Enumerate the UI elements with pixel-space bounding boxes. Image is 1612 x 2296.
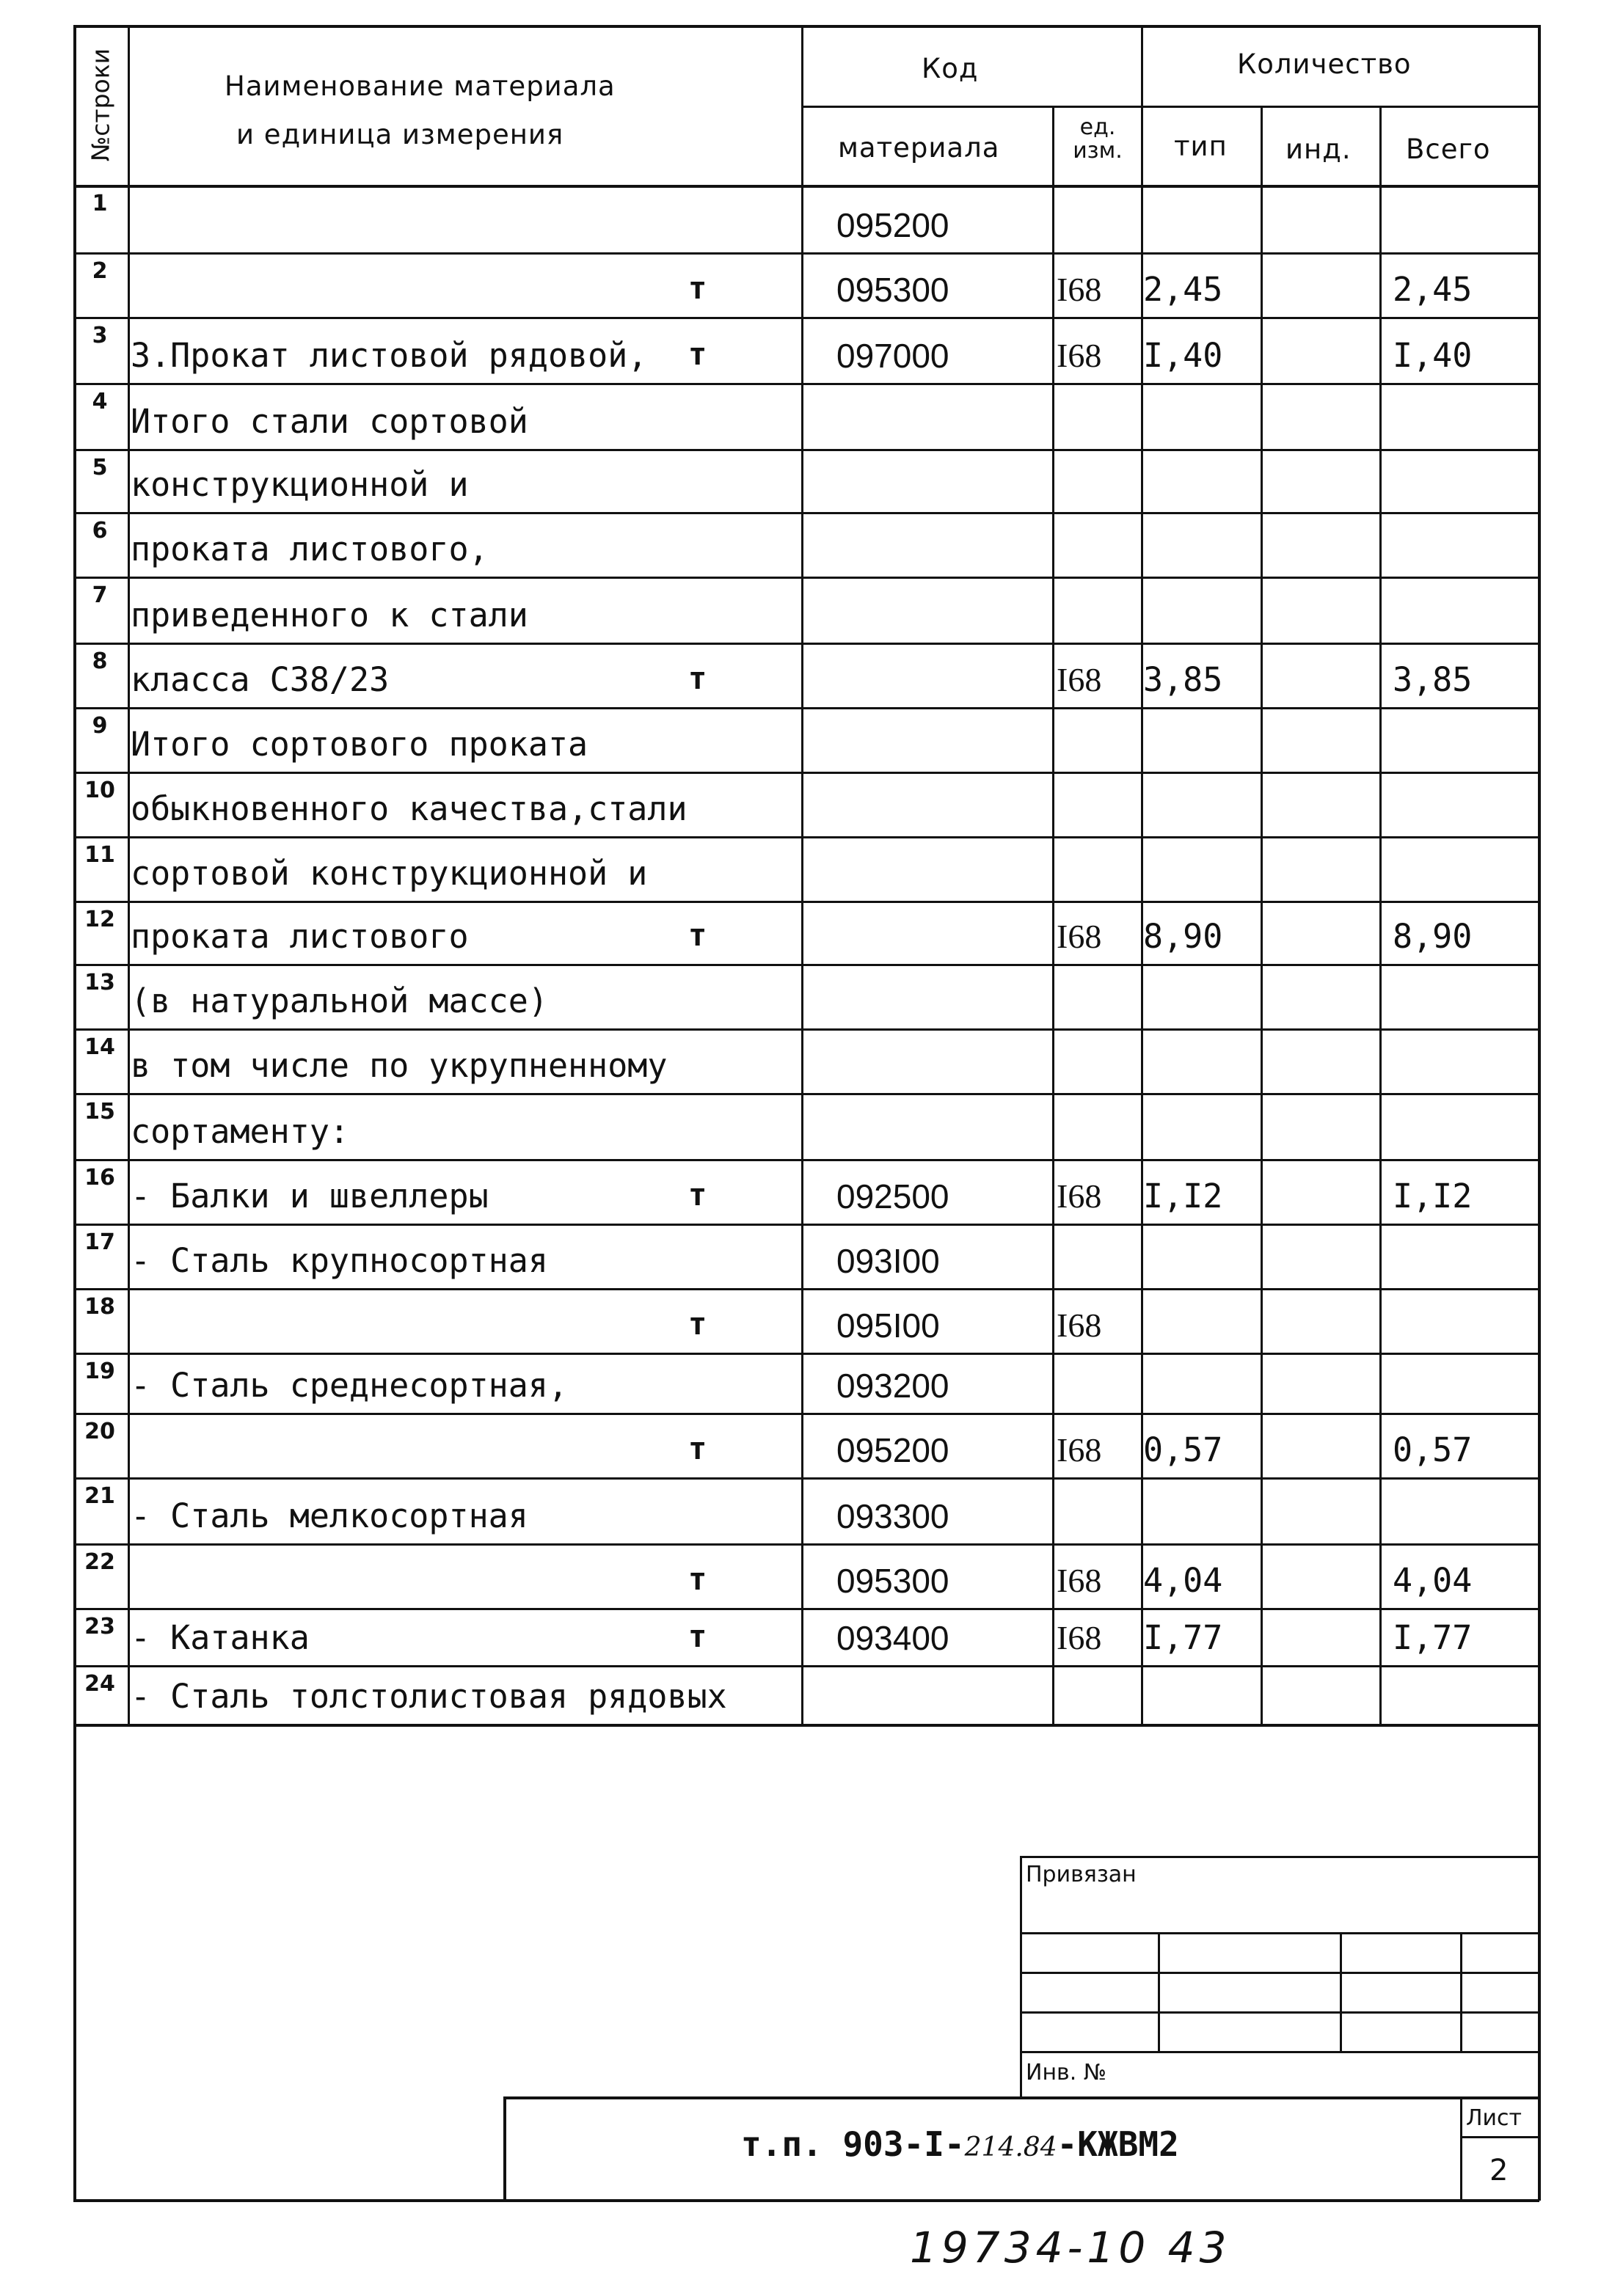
document-code — [741, 2124, 1179, 2164]
unit-of-measure: т — [688, 917, 707, 953]
quantity-type: I,I2 — [1143, 1177, 1223, 1215]
unit-of-measure: т — [688, 660, 707, 696]
unit-header-line1: ед. — [1079, 114, 1116, 140]
row-number: 11 — [84, 842, 115, 868]
quantity-total: 2,45 — [1393, 270, 1473, 309]
document-code-prefix: т.п. 903-I- — [741, 2124, 965, 2164]
material-code: 095200 — [836, 1431, 949, 1469]
unit-code: I68 — [1057, 918, 1102, 955]
quantity-total: 8,90 — [1393, 917, 1473, 956]
material-name: - Сталь среднесортная, — [131, 1366, 569, 1405]
document-code-suffix: -КЖВМ2 — [1057, 2124, 1179, 2164]
quantity-type: 8,90 — [1143, 917, 1223, 956]
material-name: Итого стали сортовой — [131, 402, 528, 441]
row-number: 9 — [92, 713, 108, 739]
material-name: проката листового — [131, 917, 469, 956]
unit-header — [1054, 116, 1142, 163]
code-header: Код — [922, 53, 979, 84]
row-number: 19 — [84, 1359, 115, 1384]
material-name: - Катанка — [131, 1618, 310, 1657]
unit-of-measure: т — [688, 336, 707, 372]
unit-of-measure: т — [688, 1430, 707, 1466]
unit-code: I68 — [1057, 1431, 1102, 1469]
row-number: 17 — [84, 1229, 115, 1255]
material-name: конструкционной и — [131, 465, 469, 504]
quantity-total: 3,85 — [1393, 660, 1473, 699]
total-header: Всего — [1406, 134, 1491, 165]
name-header-line2: и единица измерения — [236, 119, 564, 150]
row-number: 13 — [84, 970, 115, 995]
ind-header: инд. — [1285, 134, 1352, 165]
quantity-total: I,77 — [1393, 1618, 1473, 1657]
unit-of-measure: т — [688, 1177, 707, 1213]
material-code: 095I00 — [836, 1306, 940, 1345]
material-name: - Балки и швеллеры — [131, 1177, 489, 1215]
sheet-number: 2 — [1489, 2154, 1509, 2187]
material-name: приведенного к стали — [131, 596, 528, 635]
material-code: 095200 — [836, 206, 949, 244]
unit-code: I68 — [1057, 1619, 1102, 1656]
quantity-type: 2,45 — [1143, 270, 1223, 309]
quantity-type: 3,85 — [1143, 660, 1223, 699]
material-code: 095300 — [836, 271, 949, 309]
material-code: 092500 — [836, 1177, 949, 1215]
unit-of-measure: т — [688, 1561, 707, 1597]
row-number: 22 — [84, 1549, 115, 1575]
unit-code: I68 — [1057, 337, 1102, 374]
attached-label: Привязан — [1026, 1862, 1137, 1887]
material-name: (в натуральной массе) — [131, 981, 548, 1020]
name-header-line1: Наименование материала — [225, 70, 616, 102]
row-number: 18 — [84, 1294, 115, 1320]
material-name: класса С38/23 — [131, 660, 390, 699]
row-number: 23 — [84, 1614, 115, 1639]
row-number: 14 — [84, 1034, 115, 1060]
material-name: сортаменту: — [131, 1112, 350, 1151]
unit-of-measure: т — [688, 1618, 707, 1654]
archive-number: 19734-10 43 — [910, 2223, 1231, 2273]
material-name: обыкновенного качества,стали — [131, 789, 688, 828]
unit-of-measure: т — [688, 1306, 707, 1342]
unit-code: I68 — [1057, 271, 1102, 308]
unit-code: I68 — [1057, 1306, 1102, 1344]
material-name: в том числе по укрупненному — [131, 1046, 668, 1085]
type-header: тип — [1174, 131, 1228, 162]
material-code: 097000 — [836, 337, 949, 375]
material-name: проката листового, — [131, 530, 489, 568]
row-number: 5 — [92, 455, 108, 480]
row-number: 2 — [92, 258, 108, 284]
quantity-header: Количество — [1237, 48, 1412, 80]
material-name: - Сталь толстолистовая рядовых — [131, 1677, 727, 1716]
quantity-type: 4,04 — [1143, 1561, 1223, 1600]
row-number: 7 — [92, 582, 108, 608]
row-number: 4 — [92, 389, 108, 414]
material-code: 093I00 — [836, 1242, 940, 1280]
row-number: 10 — [84, 778, 115, 803]
quantity-total: 4,04 — [1393, 1561, 1473, 1600]
row-number: 21 — [84, 1483, 115, 1509]
row-number: 15 — [84, 1099, 115, 1125]
document-code-handwritten: 214.84 — [964, 2132, 1057, 2162]
material-name: Итого сортового проката — [131, 725, 588, 764]
unit-of-measure: т — [688, 270, 707, 306]
quantity-total: I,I2 — [1393, 1177, 1473, 1215]
row-number: 20 — [84, 1419, 115, 1444]
quantity-type: I,40 — [1143, 336, 1223, 375]
material-code: 093300 — [836, 1497, 949, 1535]
material-code: 095300 — [836, 1562, 949, 1600]
material-name: - Сталь мелкосортная — [131, 1496, 528, 1535]
row-number: 6 — [92, 518, 108, 544]
row-number-header — [76, 26, 125, 183]
material-name: сортовой конструкционной и — [131, 854, 648, 893]
material-name: - Сталь крупносортная — [131, 1241, 548, 1280]
row-number: 8 — [92, 648, 108, 674]
unit-code: I68 — [1057, 1562, 1102, 1599]
row-number: 1 — [92, 191, 108, 216]
quantity-type: 0,57 — [1143, 1430, 1223, 1469]
unit-header-line2: изм. — [1073, 138, 1123, 164]
unit-code: I68 — [1057, 1177, 1102, 1215]
sheet-label: Лист — [1466, 2105, 1522, 2131]
quantity-total: 0,57 — [1393, 1430, 1473, 1469]
unit-code: I68 — [1057, 661, 1102, 698]
quantity-type: I,77 — [1143, 1618, 1223, 1657]
row-number: 3 — [92, 323, 108, 348]
quantity-total: I,40 — [1393, 336, 1473, 375]
inventory-label: Инв. № — [1026, 2060, 1107, 2085]
row-number: 16 — [84, 1165, 115, 1191]
row-number: 24 — [84, 1671, 115, 1697]
material-code: 093200 — [836, 1367, 949, 1405]
material-code-header: материала — [838, 132, 1000, 164]
row-number-label: №строки — [86, 48, 115, 162]
material-code: 093400 — [836, 1619, 949, 1657]
row-number: 12 — [84, 907, 115, 932]
material-name: 3.Прокат листовой рядовой, — [131, 336, 648, 375]
